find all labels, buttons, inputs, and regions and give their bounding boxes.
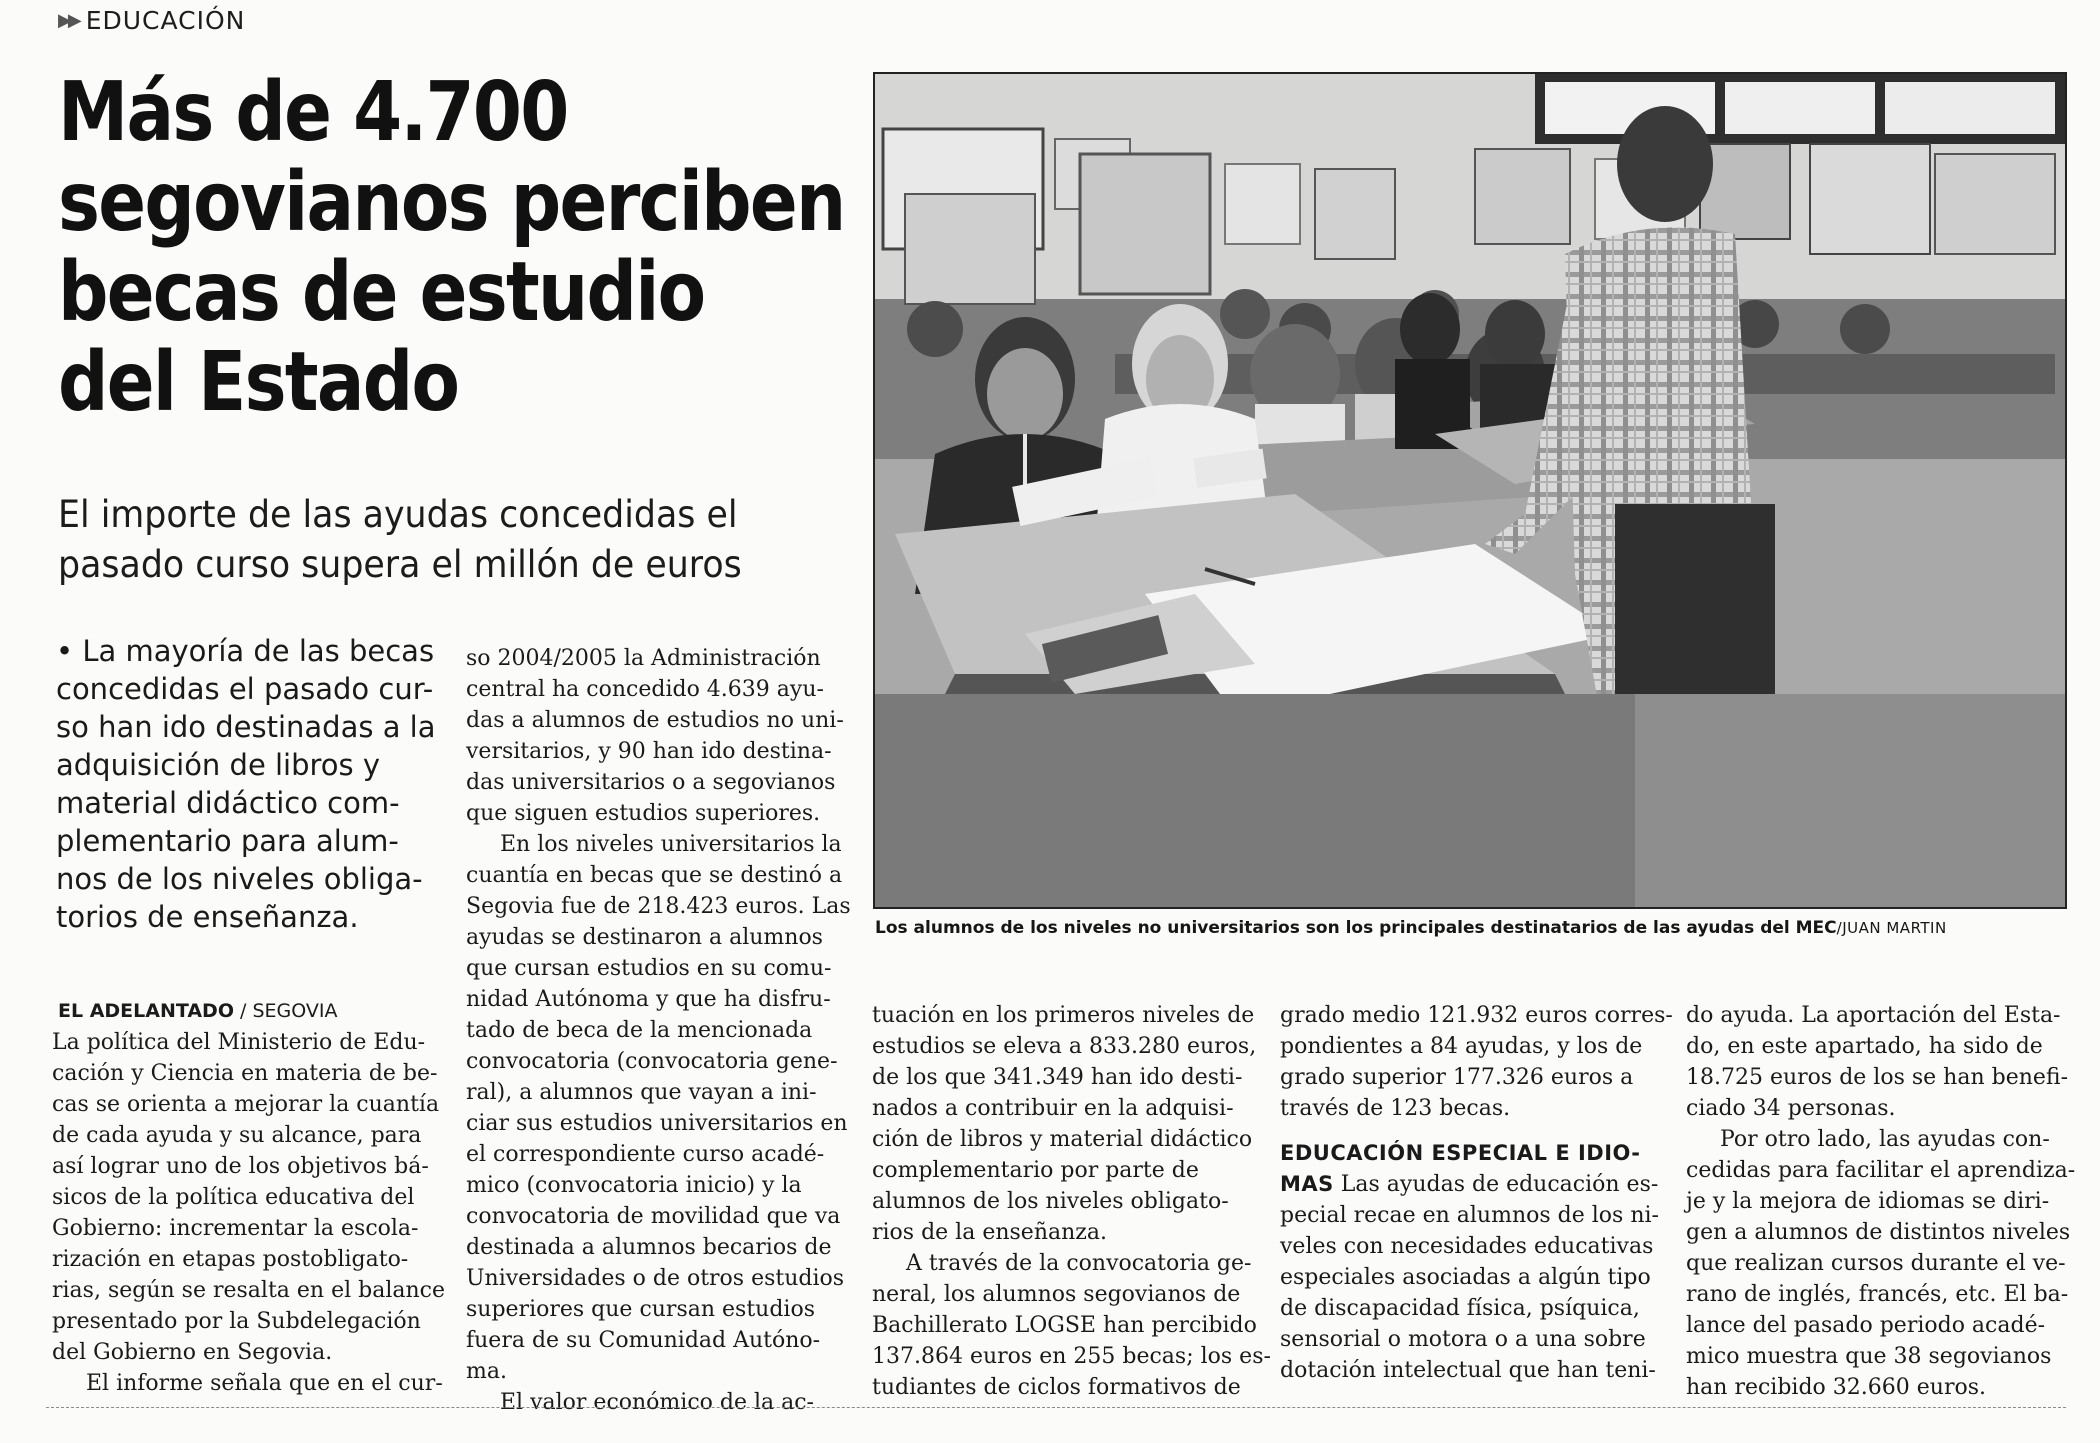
body-line: que cursan estudios en su comu- — [466, 956, 832, 981]
body-line: de discapacidad física, psíquica, — [1280, 1296, 1640, 1321]
body-line: sicos de la política educativa del — [52, 1185, 415, 1210]
lead-line: adquisición de libros y — [56, 748, 381, 782]
body-line: neral, los alumnos segovianos de — [872, 1282, 1241, 1307]
body-column-1 — [52, 1027, 445, 1399]
body-line: presentado por la Subdelegación — [52, 1309, 421, 1334]
body-line: grado medio 121.932 euros corres- — [1280, 1003, 1673, 1028]
lead-line: plementario para alum- — [56, 824, 399, 858]
body-column-4 — [1280, 1000, 1673, 1386]
subtitle-line — [1280, 1169, 1660, 1200]
headline-line: del Estado — [58, 335, 459, 430]
body-line: así lograr uno de los objetivos bá- — [52, 1154, 429, 1179]
body-line: rano de inglés, francés, etc. El ba- — [1686, 1282, 2069, 1307]
body-line: 137.864 euros en 255 becas; los es- — [872, 1344, 1271, 1369]
body-column-2 — [466, 643, 851, 1418]
body-line: Gobierno: incrementar la escola- — [52, 1216, 419, 1241]
classroom-photo-illustration — [875, 74, 2065, 907]
body-line: ciar sus estudios universitarios en — [466, 1111, 848, 1136]
body-line: fuera de su Comunidad Autóno- — [466, 1328, 821, 1353]
body-column-3 — [872, 1000, 1271, 1403]
lead-line: • La mayoría de las becas — [56, 634, 435, 668]
body-line: grado superior 177.326 euros a — [1280, 1065, 1634, 1090]
body-line: cas se orienta a mejorar la cuantía — [52, 1092, 440, 1117]
body-column-5 — [1686, 1000, 2076, 1403]
caption-text: Los alumnos de los niveles no universitarios son los principales destinatarios de las ayudas del MEC — [875, 918, 1837, 938]
headline-line: segovianos perciben — [58, 155, 845, 250]
headline — [58, 65, 848, 430]
subhead-line: El importe de las ayudas concedidas el — [58, 493, 738, 536]
byline-place: SEGOVIA — [252, 1000, 338, 1022]
subtitle-line — [1280, 1138, 1660, 1169]
body-line: veles con necesidades educativas — [1280, 1234, 1654, 1259]
body-line: Bachillerato LOGSE han percibido — [872, 1313, 1257, 1338]
body-line: rios de la enseñanza. — [872, 1220, 1107, 1245]
body-line: ma. — [466, 1359, 507, 1384]
byline-source: EL ADELANTADO — [58, 1000, 234, 1022]
body-line: del Gobierno en Segovia. — [52, 1340, 333, 1365]
body-line: lance del pasado periodo acadé- — [1686, 1313, 2046, 1338]
body-line: gen a alumnos de distintos niveles — [1686, 1220, 2071, 1245]
body-line: de los que 341.349 han ido desti- — [872, 1065, 1243, 1090]
body-line: dotación intelectual que han teni- — [1280, 1358, 1656, 1383]
body-line: das universitarios o a segovianos — [466, 770, 836, 795]
body-line: 18.725 euros de los se han benefi- — [1686, 1065, 2069, 1090]
body-line: cedidas para facilitar el aprendiza- — [1686, 1158, 2076, 1183]
byline — [58, 1000, 338, 1022]
section-subtitle: EDUCACIÓN ESPECIAL E IDIO- — [1280, 1141, 1641, 1165]
body-line: el correspondiente curso acadé- — [466, 1142, 825, 1167]
lead-line: torios de enseñanza. — [56, 900, 359, 934]
body-line: cuantía en becas que se destinó a — [466, 863, 843, 888]
body-line: que realizan cursos durante el ve- — [1686, 1251, 2066, 1276]
body-line: tudiantes de ciclos formativos de — [872, 1375, 1241, 1400]
body-line: En los niveles universitarios la — [500, 832, 842, 857]
body-line: tado de beca de la mencionada — [466, 1018, 813, 1043]
body-line: do, en este apartado, ha sido de — [1686, 1034, 2043, 1059]
body-line: ción de libros y material didáctico — [872, 1127, 1253, 1152]
body-line: pondientes a 84 ayudas, y los de — [1280, 1034, 1643, 1059]
body-line: nados a contribuir en la adquisi- — [872, 1096, 1234, 1121]
body-line: mico muestra que 38 segovianos — [1686, 1344, 2052, 1369]
section-arrow-icon: ▶▶ — [58, 10, 78, 31]
body-line: tuación en los primeros niveles de — [872, 1003, 1255, 1028]
lead-line: nos de los niveles obliga- — [56, 862, 423, 896]
body-line: pecial recae en alumnos de los ni- — [1280, 1203, 1659, 1228]
body-line: sensorial o motora o a una sobre — [1280, 1327, 1646, 1352]
subhead-line: pasado curso supera el millón de euros — [58, 543, 742, 586]
body-line: mico (convocatoria inicio) y la — [466, 1173, 802, 1198]
body-line: ral), a alumnos que vayan a ini- — [466, 1080, 817, 1105]
subheadline — [58, 490, 778, 590]
body-line: nidad Autónoma y que ha disfru- — [466, 987, 831, 1012]
lead-line: concedidas el pasado cur- — [56, 672, 434, 706]
lead-line: so han ido destinadas a la — [56, 710, 436, 744]
body-line: superiores que cursan estudios — [466, 1297, 815, 1322]
body-line: destinada a alumnos becarios de — [466, 1235, 832, 1260]
lead-line: material didáctico com- — [56, 786, 400, 820]
body-text: Las ayudas de educación es- — [1333, 1172, 1659, 1197]
byline-separator: / — [240, 1000, 247, 1022]
body-line: convocatoria (convocatoria gene- — [466, 1049, 838, 1074]
headline-line: becas de estudio — [58, 245, 705, 340]
body-line: alumnos de los niveles obligato- — [872, 1189, 1229, 1214]
body-line: El valor económico de la ac- — [500, 1390, 814, 1415]
section-subtitle-cont: MAS — [1280, 1172, 1334, 1196]
body-line: je y la mejora de idiomas se diri- — [1686, 1189, 2050, 1214]
body-line: complementario por parte de — [872, 1158, 1199, 1183]
body-line: convocatoria de movilidad que va — [466, 1204, 841, 1229]
body-line: versitarios, y 90 han ido destina- — [466, 739, 832, 764]
section-tag — [58, 6, 245, 35]
body-line: cación y Ciencia en materia de be- — [52, 1061, 438, 1086]
photo-caption — [875, 918, 1947, 938]
body-line: El informe señala que en el cur- — [86, 1371, 443, 1396]
body-line: estudios se eleva a 833.280 euros, — [872, 1034, 1257, 1059]
body-line: ayudas se destinaron a alumnos — [466, 925, 823, 950]
body-line: rización en etapas postobligato- — [52, 1247, 409, 1272]
photo-credit: /JUAN MARTIN — [1836, 919, 1947, 937]
body-line: especiales asociadas a algún tipo — [1280, 1265, 1651, 1290]
body-line: das a alumnos de estudios no uni- — [466, 708, 844, 733]
body-line: través de 123 becas. — [1280, 1096, 1511, 1121]
body-line: A través de la convocatoria ge- — [906, 1251, 1252, 1276]
lead-summary — [56, 632, 436, 936]
body-line: que siguen estudios superiores. — [466, 801, 821, 826]
body-line: han recibido 32.660 euros. — [1686, 1375, 1986, 1400]
body-line: La política del Ministerio de Edu- — [52, 1030, 426, 1055]
body-line: Por otro lado, las ayudas con- — [1720, 1127, 2050, 1152]
body-line: ciado 34 personas. — [1686, 1096, 1896, 1121]
section-label: EDUCACIÓN — [85, 6, 246, 35]
body-line: central ha concedido 4.639 ayu- — [466, 677, 824, 702]
body-line: do ayuda. La aportación del Esta- — [1686, 1003, 2061, 1028]
body-line: rias, según se resalta en el balance — [52, 1278, 445, 1303]
bottom-rule — [46, 1407, 2066, 1408]
headline-line: Más de 4.700 — [58, 65, 568, 160]
body-line: so 2004/2005 la Administración — [466, 646, 821, 671]
body-line: Universidades o de otros estudios — [466, 1266, 845, 1291]
body-line: de cada ayuda y su alcance, para — [52, 1123, 422, 1148]
body-line: Segovia fue de 218.423 euros. Las — [466, 894, 851, 919]
classroom-photo — [873, 72, 2067, 909]
